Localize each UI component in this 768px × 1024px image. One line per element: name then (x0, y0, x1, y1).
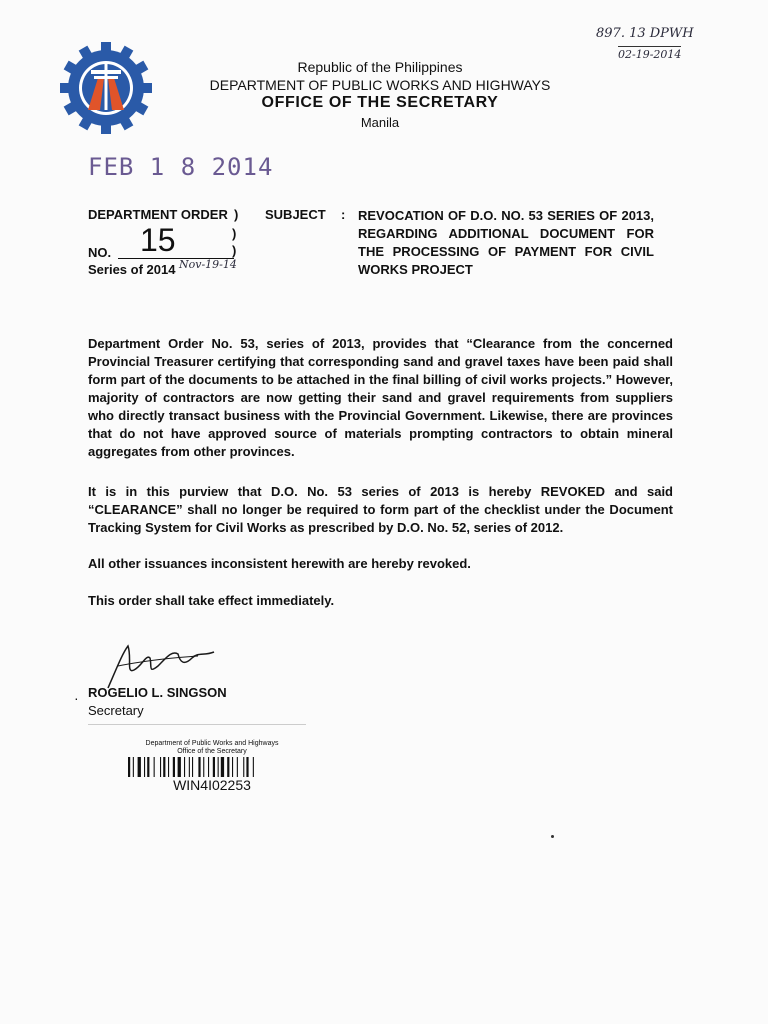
header-city: Manila (360, 115, 400, 130)
order-series: Series of 2014 (88, 262, 176, 277)
handwritten-reference: 897. 13 DPWH (596, 26, 694, 41)
bracket: ) (234, 207, 239, 222)
header-republic: Republic of the Philippines (297, 59, 463, 75)
barcode-header-line-2: Office of the Secretary (177, 748, 247, 755)
order-number-label: NO. (88, 245, 112, 260)
body-paragraph-3: All other issuances inconsistent herewith are hereby revoked. (88, 556, 471, 571)
handwritten-received-date: 02-19-2014 (618, 48, 682, 61)
signature (88, 640, 218, 690)
subject-text: REVOCATION OF D.O. NO. 53 SERIES OF 2013, REGARDING ADDITIONAL DOCUMENT FOR THE PROCESSING OF PAYMENT FOR CIVIL WORKS PROJECT (358, 208, 654, 277)
signatory-title: Secretary (88, 703, 144, 718)
handwritten-series-note: Nov-19-14 (179, 258, 237, 271)
header-office: OFFICE OF THE SECRETARY (261, 94, 499, 111)
date-stamp: FEB 1 8 2014 (88, 153, 274, 181)
divider (88, 724, 306, 725)
order-number: 15 (140, 222, 176, 258)
scan-speck (551, 835, 554, 838)
body-paragraph-1: Department Order No. 53, series of 2013, provides that “Clearance from the concerned Provincial Treasurer certifying that corresponding sand and gravel taxes have been paid shall form part of the documents to be attached in the final billing of civil works projects.” However, majority of contractors are now getting their sand and gravel requirements from suppliers who directly transact business with the Provincial Government. Likewise, there are provinces that do not have approved source of materials prompting contractors to obtain mineral aggregates from other provinces. (88, 336, 673, 459)
signatory-name: ROGELIO L. SINGSON (88, 685, 227, 700)
bracket: ) (232, 226, 237, 241)
subject-colon: : (341, 207, 346, 222)
subject-label: SUBJECT (265, 207, 326, 222)
body-paragraph-4: This order shall take effect immediately. (88, 593, 335, 608)
dpwh-logo (58, 40, 154, 136)
department-order-label: DEPARTMENT ORDER (88, 207, 228, 222)
barcode-header-line-1: Department of Public Works and Highways (145, 740, 279, 747)
barcode-image (128, 757, 298, 777)
header-department: DEPARTMENT OF PUBLIC WORKS AND HIGHWAYS (209, 77, 551, 93)
barcode-id: WIN4I02253 (173, 777, 251, 793)
bullet-dot: · (74, 690, 79, 706)
body-paragraph-2: It is in this purview that D.O. No. 53 series of 2013 is hereby REVOKED and said “CLEARANCE” shall no longer be required to form part of the checklist under the Document Tracking System for Civil Works as prescribed by D.O. No. 52, series of 2012. (88, 484, 673, 535)
bracket: ) (232, 243, 237, 258)
